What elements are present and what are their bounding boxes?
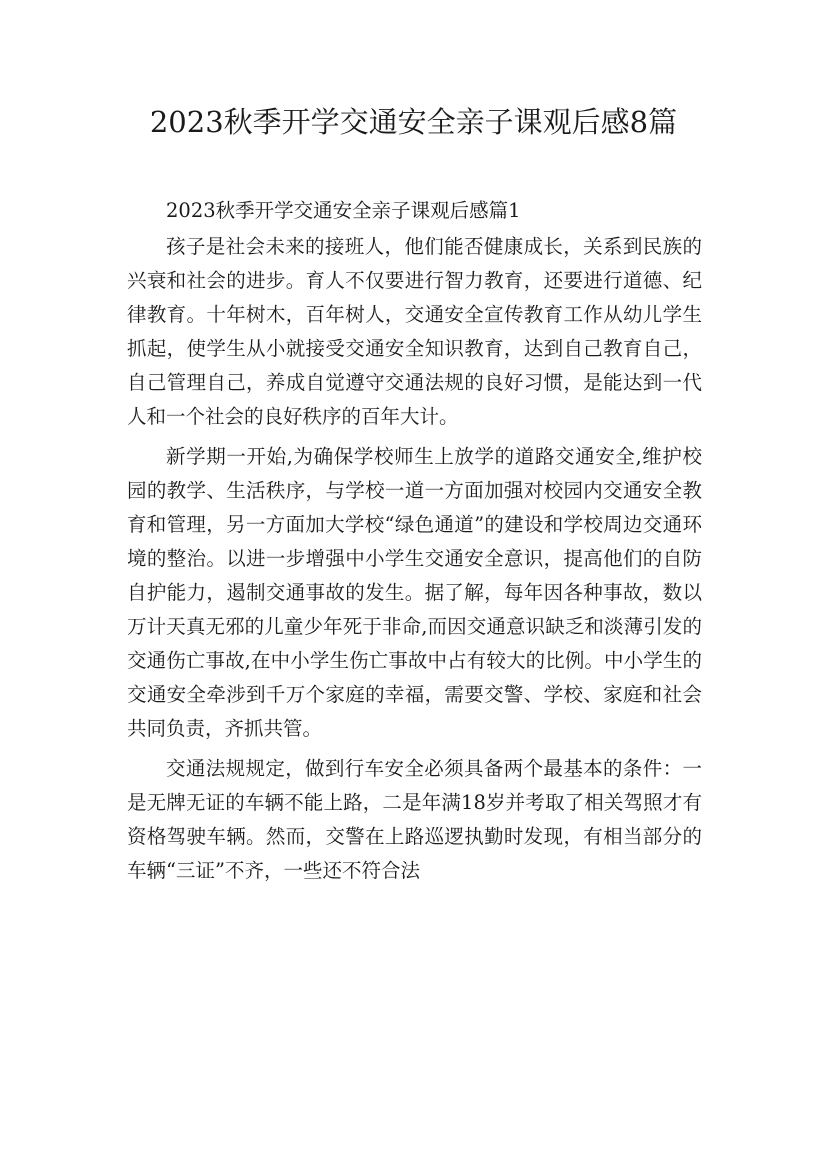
document-title: 2023秋季开学交通安全亲子课观后感8篇 (149, 105, 678, 139)
section-heading: 2023秋季开学交通安全亲子课观后感篇1 (166, 199, 521, 222)
paragraph-2: 新学期一开始,为确保学校师生上放学的道路交通安全,维护校园的教学、生活秩序，与学校一道一方面加强对校园内交通安全教育和管理，另一方面加大学校“绿色通道”的建设和学校周边交通环境的整治。以进一步增强中小学生交通安全意识，提高他们的自防自护能力，遏制交通事故的发生。据了解，每年因各种事故，数以万计天真无邪的儿童少年死于非命,而因交通意识缺乏和淡薄引发的交通伤亡事故,在中小学生伤亡事故中占有较大的比例。中小学生的交通安全牵涉到千万个家庭的幸福，需要交警、学校、家庭和社会共同负责，齐抓共管。 (127, 445, 702, 740)
paragraph-3: 交通法规规定，做到行车安全必须具备两个最基本的条件：一是无牌无证的车辆不能上路，二是年满18岁并考取了相关驾照才有资格驾驶车辆。然而，交警在上路巡逻执勤时发现，有相当部分的车辆“三证”不齐，一些还不符合法 (127, 757, 702, 882)
paragraph-1: 孩子是社会未来的接班人，他们能否健康成长，关系到民族的兴衰和社会的进步。育人不仅要进行智力教育，还要进行道德、纪律教育。十年树木，百年树人，交通安全宣传教育工作从幼儿学生抓起，使学生从小就接受交通安全知识教育，达到自己教育自己，自己管理自己，养成自觉遵守交通法规的良好习惯，是能达到一代人和一个社会的良好秩序的百年大计。 (127, 235, 702, 428)
document-body (127, 194, 702, 894)
